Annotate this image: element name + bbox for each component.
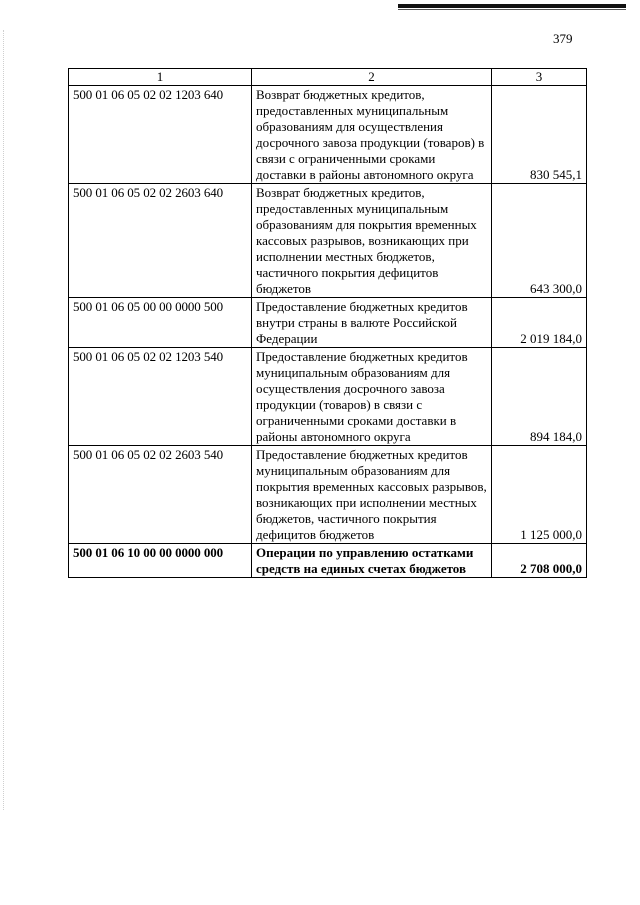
column-header-1: 1 [69,69,252,86]
budget-code: 500 01 06 10 00 00 0000 000 [69,544,252,578]
table-row [69,86,587,184]
scan-edge [3,30,5,810]
column-header-2: 2 [252,69,492,86]
row-description: Возврат бюджетных кредитов, предоставленных муниципальным образованиям для осуществления досрочного завоза продукции (товаров) в связи с ограниченными сроками доставки в районы автономного округа [252,86,492,184]
row-amount: 643 300,0 [492,184,587,298]
budget-table [68,68,587,578]
row-description: Возврат бюджетных кредитов, предоставленных муниципальным образованиям для покрытия временных кассовых разрывов, возникающих при исполнении местных бюджетов, частичного покрытия дефицитов бюджетов [252,184,492,298]
row-description: Предоставление бюджетных кредитов внутри страны в валюте Российской Федерации [252,298,492,348]
budget-code: 500 01 06 05 02 02 1203 640 [69,86,252,184]
row-amount: 1 125 000,0 [492,446,587,544]
row-amount: 894 184,0 [492,348,587,446]
table-row [69,298,587,348]
row-description: Предоставление бюджетных кредитов муниципальным образованиям для осуществления досрочного завоза продукции (товаров) в связи с ограниченными сроками доставки в районы автономного округа [252,348,492,446]
table-row-total [69,544,587,578]
budget-code: 500 01 06 05 02 02 2603 540 [69,446,252,544]
table-row [69,446,587,544]
row-amount: 2 019 184,0 [492,298,587,348]
budget-code: 500 01 06 05 02 02 1203 540 [69,348,252,446]
header-row [69,69,587,86]
table-row [69,348,587,446]
page-number: 379 [553,31,573,46]
budget-code: 500 01 06 05 00 00 0000 500 [69,298,252,348]
column-header-3: 3 [492,69,587,86]
budget-code: 500 01 06 05 02 02 2603 640 [69,184,252,298]
row-amount: 2 708 000,0 [492,544,587,578]
row-description: Операции по управлению остатками средств на единых счетах бюджетов [252,544,492,578]
table-row [69,184,587,298]
top-rule [398,4,626,8]
top-rule-thin [398,9,626,10]
row-description: Предоставление бюджетных кредитов муниципальным образованиям для покрытия временных кассовых разрывов, возникающих при исполнении местных бюджетов, частичного покрытия дефицитов бюджетов [252,446,492,544]
row-amount: 830 545,1 [492,86,587,184]
